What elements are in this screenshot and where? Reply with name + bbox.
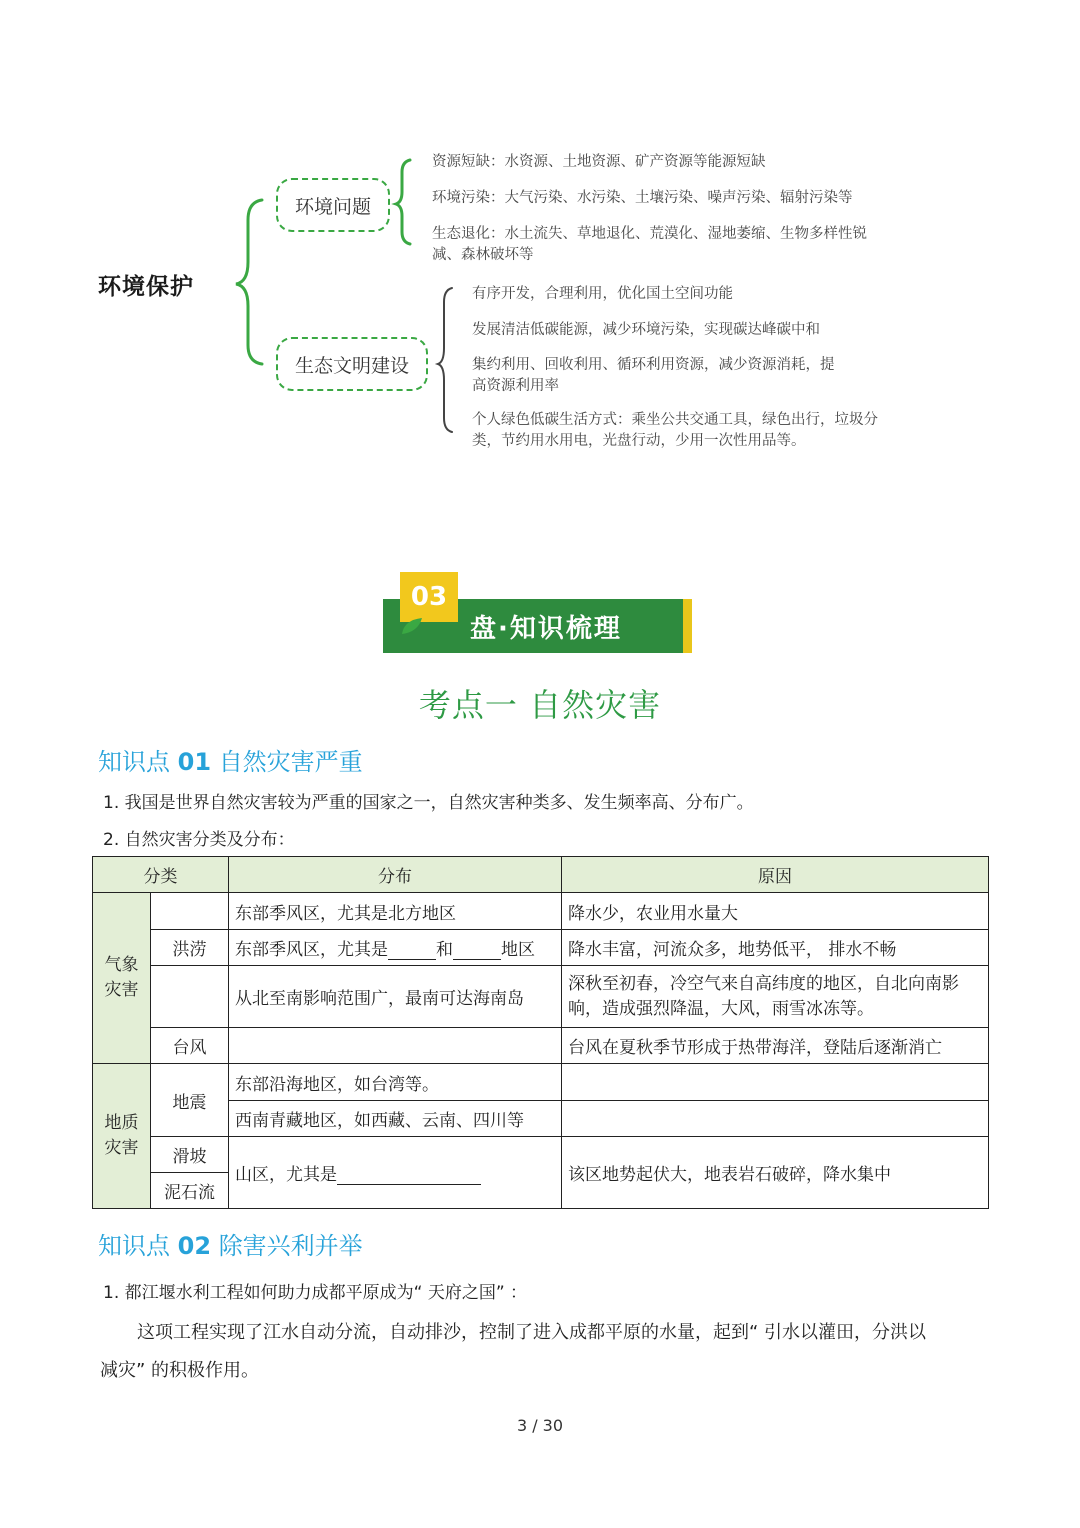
knowledge-point-number: 02: [177, 1232, 212, 1260]
table-cell: 该区地势起伏大，地表岩石破碎，降水集中: [562, 1137, 989, 1209]
table-cell-text: 东部季风区，尤其是: [235, 940, 388, 960]
table-cell: 东部季风区，尤其是北方地区: [229, 893, 562, 930]
table-header: 原因: [562, 857, 989, 893]
section-banner-title: 盘·知识梳理: [470, 614, 622, 644]
table-cell-text: 和: [436, 940, 453, 960]
mind-map-root: 环境保护: [98, 274, 194, 300]
table-cell: 从北至南影响范围广，最南可达海南岛: [229, 966, 562, 1028]
table-cell: 西南青藏地区，如西藏、云南、四川等: [229, 1101, 562, 1137]
table-cell: 东部沿海地区，如台湾等。: [229, 1064, 562, 1101]
section-banner-accent: [683, 599, 692, 653]
table-cell-text: 山区，尤其是: [235, 1165, 337, 1185]
knowledge-point-prefix: 知识点: [98, 748, 170, 776]
table-cell-text: 地区: [501, 940, 535, 960]
page-number: 3 / 30: [516, 1416, 564, 1435]
paragraph: 这项工程实现了江水自动分流，自动排沙，控制了进入成都平原的水量，起到“ 引水以灌田，分洪以: [137, 1322, 927, 1343]
mind-map-leaf: 有序开发，合理利用，优化国土空间功能: [472, 286, 733, 302]
fill-in-blank: [453, 939, 501, 960]
knowledge-point-heading: [98, 1226, 363, 1261]
paragraph: 2. 自然灾害分类及分布：: [103, 830, 295, 850]
table-cell: [229, 1137, 562, 1209]
subcategory: 洪涝: [151, 930, 229, 966]
paragraph: 减灾” 的积极作用。: [100, 1360, 260, 1381]
category-weather: 气象灾害: [93, 893, 151, 1064]
knowledge-point-title: 自然灾害严重: [218, 748, 363, 776]
leaf-icon: [400, 616, 424, 636]
knowledge-point-title: 除害兴利并举: [218, 1232, 363, 1260]
mind-map-leaf: 资源短缺：水资源、土地资源、矿产资源等能源短缺: [432, 154, 766, 170]
table-cell-blank: [229, 1028, 562, 1064]
table-header: 分布: [229, 857, 562, 893]
table-row: [93, 1028, 989, 1064]
mind-map-leaf: 环境污染：大气污染、水污染、土壤污染、噪声污染、辐射污染等: [432, 190, 853, 206]
table-cell: 降水少，农业用水量大: [562, 893, 989, 930]
table-cell: 降水丰富，河流众多，地势低平， 排水不畅: [562, 930, 989, 966]
table-cell: 深秋至初春，冷空气来自高纬度的地区，自北向南影响，造成强烈降温，大风，雨雪冰冻等。: [562, 966, 989, 1028]
table-cell: 台风在夏秋季节形成于热带海洋，登陆后逐渐消亡: [562, 1028, 989, 1064]
table-row: [93, 893, 989, 930]
knowledge-point-prefix: 知识点: [98, 1232, 170, 1260]
paragraph: 1. 我国是世界自然灾害较为严重的国家之一，自然灾害种类多、发生频率高、分布广。: [103, 793, 754, 813]
table-row: [93, 966, 989, 1028]
table-cell-blank: [562, 1101, 989, 1137]
subcategory-blank: [151, 966, 229, 1028]
subcategory: 地震: [151, 1064, 229, 1137]
mind-map-leaf: 生态退化：水土流失、草地退化、荒漠化、湿地萎缩、生物多样性锐减、森林破坏等: [432, 226, 867, 263]
table-cell-blank: [562, 1064, 989, 1101]
mind-map-leaf: 发展清洁低碳能源，减少环境污染，实现碳达峰碳中和: [472, 322, 820, 338]
subcategory: 台风: [151, 1028, 229, 1064]
paragraph: 1. 都江堰水利工程如何助力成都平原成为“ 天府之国” ：: [103, 1283, 528, 1303]
fill-in-blank: [388, 939, 436, 960]
subcategory: 泥石流: [151, 1173, 229, 1209]
table-cell: [229, 930, 562, 966]
mind-map-node-eco-civilization: 生态文明建设: [276, 337, 428, 391]
fill-in-blank: [337, 1164, 481, 1185]
mind-map-leaf: 集约利用、回收利用、循环利用资源，减少资源消耗，提高资源利用率: [472, 357, 835, 394]
section-banner-number: 03: [400, 572, 458, 622]
mind-map-node-environment-issues: 环境问题: [276, 178, 390, 232]
page-title: 考点一 自然灾害: [418, 686, 662, 724]
category-geology: 地质灾害: [93, 1064, 151, 1209]
table-header-row: [93, 857, 989, 893]
subcategory-blank: [151, 893, 229, 930]
knowledge-point-number: 01: [177, 748, 212, 776]
knowledge-point-heading: [98, 742, 363, 777]
table-row: [93, 1137, 989, 1173]
mind-map-leaf: 个人绿色低碳生活方式：乘坐公共交通工具，绿色出行，垃圾分类，节约用水用电，光盘行动，少用一次性用品等。: [472, 412, 878, 449]
disaster-table: [92, 856, 989, 1209]
table-row: [93, 930, 989, 966]
table-header: 分类: [93, 857, 229, 893]
subcategory: 滑坡: [151, 1137, 229, 1173]
table-row: [93, 1064, 989, 1101]
